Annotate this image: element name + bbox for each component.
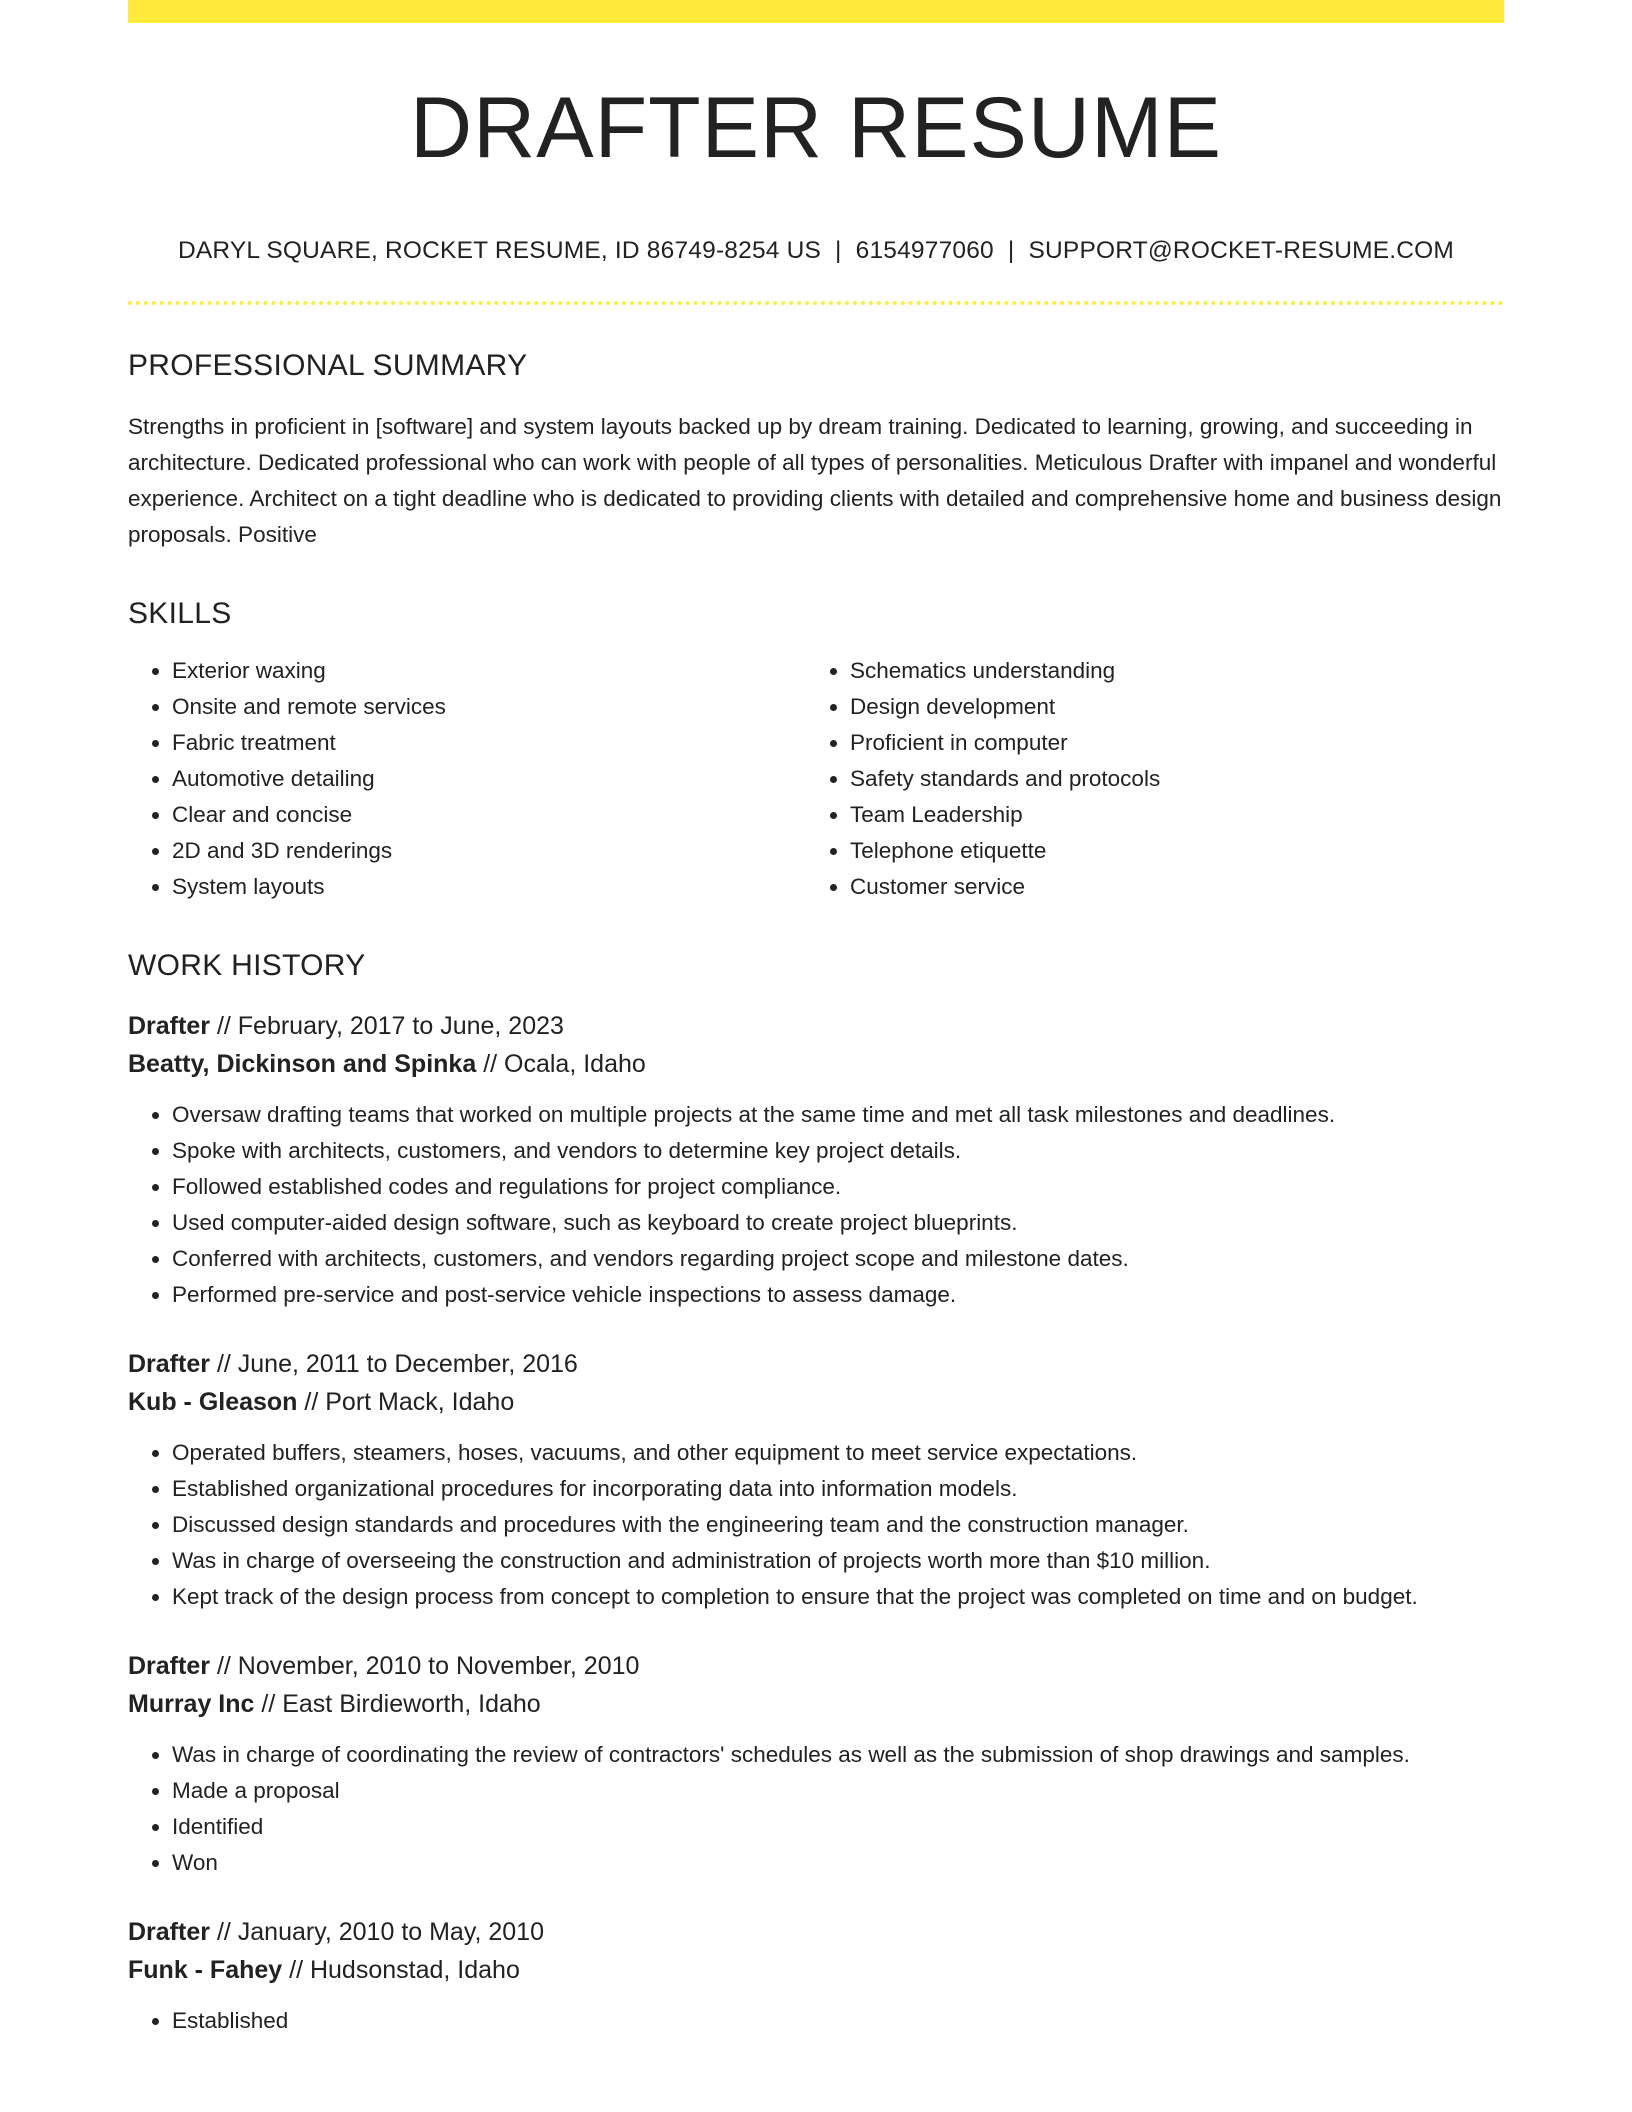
job-location: // Port Mack, Idaho: [304, 1388, 515, 1416]
work-history-section: [128, 951, 1504, 2039]
job-bullet: • Established: [172, 2003, 1504, 2039]
skill-item: • Automotive detailing: [172, 761, 806, 797]
contact-separator: |: [835, 237, 842, 264]
job-title: Drafter: [128, 1012, 210, 1040]
job-title: Drafter: [128, 1350, 210, 1378]
skills-columns: [128, 653, 1504, 905]
job-company-line: [128, 1685, 1504, 1723]
skill-item: • Telephone etiquette: [850, 833, 1504, 869]
job-company-line: [128, 1383, 1504, 1421]
job-bullet: • Used computer-aided design software, such as keyboard to create project blueprints.: [172, 1205, 1504, 1241]
job-entry: [128, 1647, 1504, 1881]
summary-section: [128, 351, 1504, 553]
job-bullet: • Followed established codes and regulations for project compliance.: [172, 1169, 1504, 1205]
top-accent-bar: [128, 0, 1504, 23]
job-dates: // June, 2011 to December, 2016: [216, 1350, 578, 1378]
contact-line: [128, 237, 1504, 265]
skill-item: • Onsite and remote services: [172, 689, 806, 725]
skill-item: • Design development: [850, 689, 1504, 725]
work-history-heading: WORK HISTORY: [128, 949, 366, 982]
job-entry: [128, 1007, 1504, 1313]
job-bullets: [128, 1097, 1504, 1313]
job-location: // Hudsonstad, Idaho: [289, 1956, 520, 1984]
summary-heading: PROFESSIONAL SUMMARY: [128, 349, 528, 382]
job-dates: // January, 2010 to May, 2010: [216, 1918, 544, 1946]
contact-address: DARYL SQUARE, ROCKET RESUME, ID 86749-8254 US: [177, 237, 822, 264]
job-company-line: [128, 1045, 1504, 1083]
job-bullet: • Was in charge of overseeing the construction and administration of projects worth more than $10 million.: [172, 1543, 1504, 1579]
job-bullets: [128, 1737, 1504, 1881]
job-title-line: [128, 1007, 1504, 1045]
job-bullet: • Made a proposal: [172, 1773, 1504, 1809]
contact-email: SUPPORT@ROCKET-RESUME.COM: [1028, 237, 1455, 264]
job-dates: // February, 2017 to June, 2023: [216, 1012, 564, 1040]
skills-section: [128, 599, 1504, 905]
skill-item: • Customer service: [850, 869, 1504, 905]
skill-item: • System layouts: [172, 869, 806, 905]
job-location: // Ocala, Idaho: [483, 1050, 646, 1078]
contact-separator: |: [1007, 237, 1015, 264]
skill-item: • Proficient in computer: [850, 725, 1504, 761]
skill-item: • 2D and 3D renderings: [172, 833, 806, 869]
skill-item: • Team Leadership: [850, 797, 1504, 833]
skills-heading: SKILLS: [128, 597, 232, 630]
dotted-divider: [128, 301, 1504, 305]
job-bullet: • Won: [172, 1845, 1504, 1881]
skill-item: • Fabric treatment: [172, 725, 806, 761]
job-bullet: • Performed pre-service and post-service vehicle inspections to assess damage.: [172, 1277, 1504, 1313]
job-dates: // November, 2010 to November, 2010: [216, 1652, 640, 1680]
skills-list-left: [128, 653, 806, 905]
job-title-line: [128, 1647, 1504, 1685]
skill-item: • Safety standards and protocols: [850, 761, 1504, 797]
job-company: Funk - Fahey: [128, 1956, 283, 1984]
skill-item: • Schematics understanding: [850, 653, 1504, 689]
job-bullet: • Spoke with architects, customers, and vendors to determine key project details.: [172, 1133, 1504, 1169]
job-company: Kub - Gleason: [128, 1388, 298, 1416]
job-entry: [128, 1345, 1504, 1615]
job-company: Murray Inc: [128, 1690, 255, 1718]
resume-title: DRAFTER RESUME: [410, 80, 1222, 176]
job-bullets: [128, 1435, 1504, 1615]
skills-column-left: [128, 653, 806, 905]
job-bullet: • Kept track of the design process from concept to completion to ensure that the project was completed on time and on budget.: [172, 1579, 1504, 1615]
skills-column-right: [806, 653, 1504, 905]
skills-list-right: [806, 653, 1504, 905]
skill-item: • Exterior waxing: [172, 653, 806, 689]
job-title: Drafter: [128, 1918, 210, 1946]
job-company-line: [128, 1951, 1504, 1989]
job-title: Drafter: [128, 1652, 210, 1680]
contact-phone: 6154977060: [855, 237, 994, 264]
job-bullets: [128, 2003, 1504, 2039]
job-bullet: • Conferred with architects, customers, and vendors regarding project scope and milestone dates.: [172, 1241, 1504, 1277]
job-bullet: • Oversaw drafting teams that worked on multiple projects at the same time and met all task milestones and deadlines.: [172, 1097, 1504, 1133]
job-bullet: • Was in charge of coordinating the review of contractors' schedules as well as the submission of shop drawings and samples.: [172, 1737, 1504, 1773]
job-bullet: • Identified: [172, 1809, 1504, 1845]
job-entry: [128, 1913, 1504, 2039]
job-title-line: [128, 1913, 1504, 1951]
resume-page: [128, 0, 1504, 2039]
job-bullet: • Established organizational procedures for incorporating data into information models.: [172, 1471, 1504, 1507]
job-company: Beatty, Dickinson and Spinka: [128, 1050, 477, 1078]
skill-item: • Clear and concise: [172, 797, 806, 833]
job-bullet: • Discussed design standards and procedures with the engineering team and the construction manager.: [172, 1507, 1504, 1543]
job-title-line: [128, 1345, 1504, 1383]
job-location: // East Birdieworth, Idaho: [261, 1690, 541, 1718]
job-bullet: • Operated buffers, steamers, hoses, vacuums, and other equipment to meet service expectations.: [172, 1435, 1504, 1471]
summary-text: Strengths in proficient in [software] and system layouts backed up by dream training. Dedicated to learning, growing, and succeeding in architecture. Dedicated professional who can work with people of all types of personalities. Meticulous Drafter with impanel and wonderful experience. Architect on a tight deadline who is dedicated to providing clients with detailed and comprehensive home and business design proposals. Positive: [128, 414, 1502, 547]
